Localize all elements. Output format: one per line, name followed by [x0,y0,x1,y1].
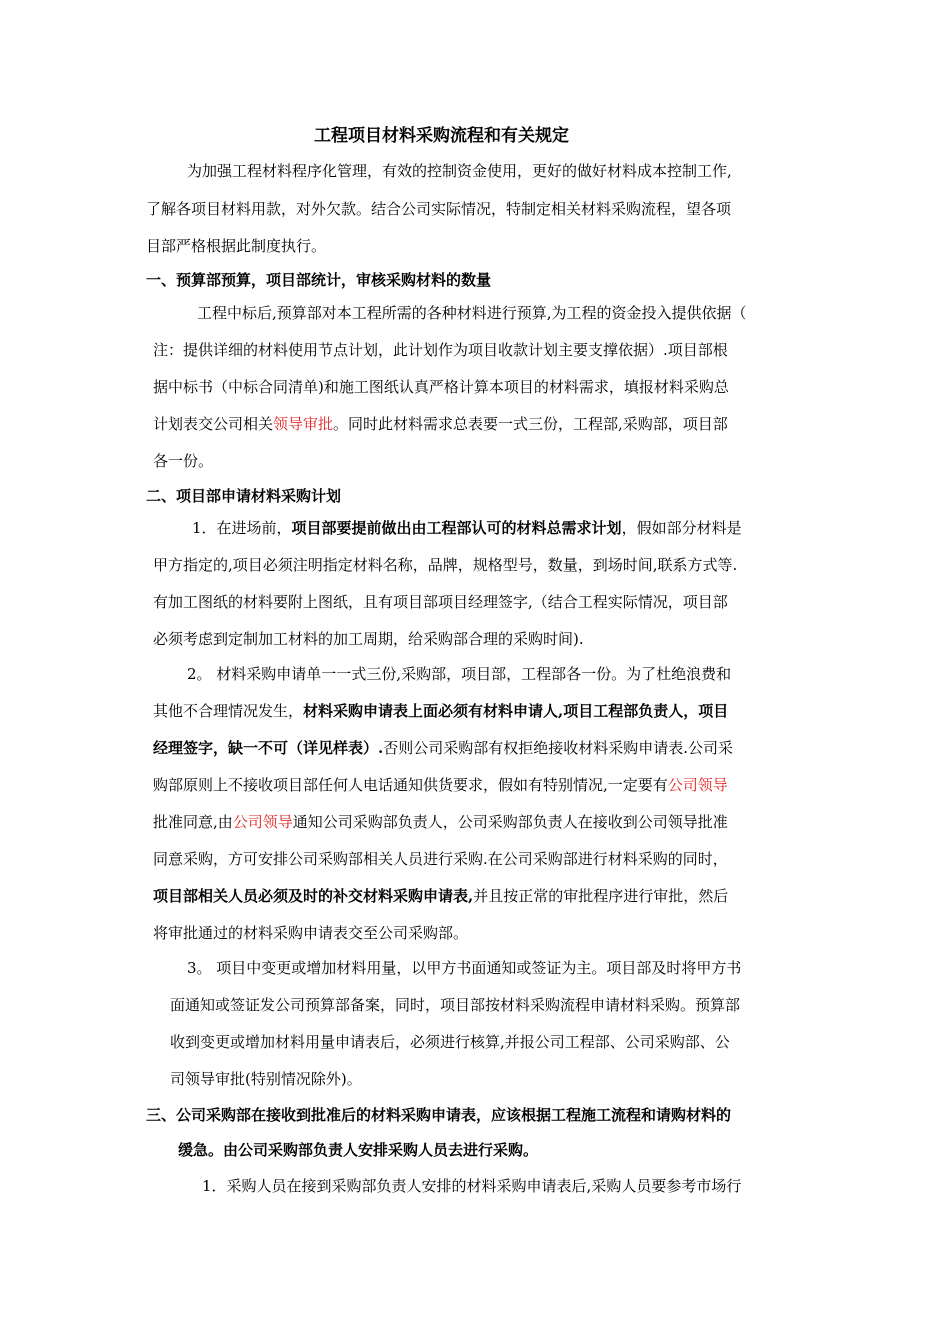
s2-p2-line [153,701,728,721]
s2-p2-line [153,886,728,906]
s1-line [153,414,728,434]
s2-p1-line: 甲方指定的,项目必须注明指定材料名称，品牌，规格型号，数量，到场时间,联系方式等. [153,556,738,574]
highlight-company-leader: 公司领导 [232,813,293,831]
s2-text: 购部原则上不接收项目部任何人电话通知供货要求，假如有特别情况,一定要有 [153,776,668,794]
intro-line: 了解各项目材料用款，对外欠款。结合公司实际情况，特制定相关材料采购流程，望各项 [146,200,732,218]
intro-line: 目部严格根据此制度执行。 [146,237,327,255]
s3-line: 1．采购人员在接到采购部负责人安排的材料采购申请表后,采购人员要参考市场行 [202,1177,742,1195]
s1-line: 注：提供详细的材料使用节点计划，此计划作为项目收款计划主要支撑依据）.项目部根 [153,341,728,359]
intro-line: 为加强工程材料程序化管理，有效的控制资金使用，更好的做好材料成本控制工作, [187,162,732,180]
section-heading-1: 一、预算部预算，项目部统计，审核采购材料的数量 [146,271,492,289]
s1-text: 。同时此材料需求总表要一式三份，工程部,采购部，项目部 [333,415,728,433]
s2-text: 1．在进场前， [192,519,292,537]
s2-bold-text: 项目部相关人员必须及时的补交材料采购申请表, [153,887,474,905]
section-heading-3: 三、公司采购部在接收到批准后的材料采购申请表，应该根据工程施工流程和请购材料的 [146,1106,732,1124]
s1-line: 各一份。 [153,452,214,470]
s2-p3-line: 面通知或签证发公司预算部备案，同时，项目部按材料采购流程申请材料采购。预算部 [170,996,741,1014]
s2-bold-text: 项目部要提前做出由工程部认可的材料总需求计划 [291,519,622,537]
s2-p1-line: 有加工图纸的材料要附上图纸，且有项目部项目经理签字,（结合工程实际情况，项目部 [153,593,728,611]
highlight-company-leader: 公司领导 [667,776,728,794]
s1-line: 据中标书（中标合同清单)和施工图纸认真严格计算本项目的材料需求，填报材料采购总 [153,378,729,396]
s2-bold-text: 材料采购申请表上面必须有材料申请人,项目工程部负责人，项目 [303,702,729,720]
s2-text: 并且按正常的审批程序进行审批，然后 [473,887,729,905]
s2-p2-line [153,775,728,795]
s2-p2-line [153,738,733,758]
s2-text: 批准同意,由 [153,813,233,831]
s2-text: 否则公司采购部有权拒绝接收材料采购申请表.公司采 [383,739,734,757]
s2-text: 通知公司采购部负责人，公司采购部负责人在接收到公司领导批准 [292,813,728,831]
s2-p2-line: 同意采购，方可安排公司采购部相关人员进行采购.在公司采购部进行材料采购的同时， [153,850,728,868]
s2-p1-line: 必须考虑到定制加工材料的加工周期，给采购部合理的采购时间). [153,630,584,648]
s2-p2-line: 2。 材料采购申请单一一式三份,采购部，项目部，工程部各一份。为了杜绝浪费和 [187,665,732,683]
section-heading-2: 二、项目部申请材料采购计划 [146,487,342,505]
section-heading-3-cont: 缓急。由公司采购部负责人安排采购人员去进行采购。 [178,1141,539,1159]
s2-text: ，假如部分材料是 [621,519,742,537]
s1-line: 工程中标后,预算部对本工程所需的各种材料进行预算,为工程的资金投入提供依据（ [197,304,747,322]
s2-p2-line [153,812,728,832]
s2-p2-line: 将审批通过的材料采购申请表交至公司采购部。 [153,924,469,942]
s1-text: 计划表交公司相关 [153,415,274,433]
s2-bold-text: 经理签字，缺一不可（详见样表）. [153,739,384,757]
highlight-leader-approval: 领导审批 [273,415,334,433]
s2-p3-line: 司领导审批(特别情况除外)。 [170,1070,362,1088]
s2-p3-line: 3。 项目中变更或增加材料用量，以甲方书面通知或签证为主。项目部及时将甲方书 [187,959,742,977]
s2-p3-line: 收到变更或增加材料用量申请表后，必须进行核算,并报公司工程部、公司采购部、公 [170,1033,730,1051]
s2-text: 其他不合理情况发生， [153,702,304,720]
s2-p1-line [192,518,742,538]
document-title: 工程项目材料采购流程和有关规定 [314,126,569,146]
